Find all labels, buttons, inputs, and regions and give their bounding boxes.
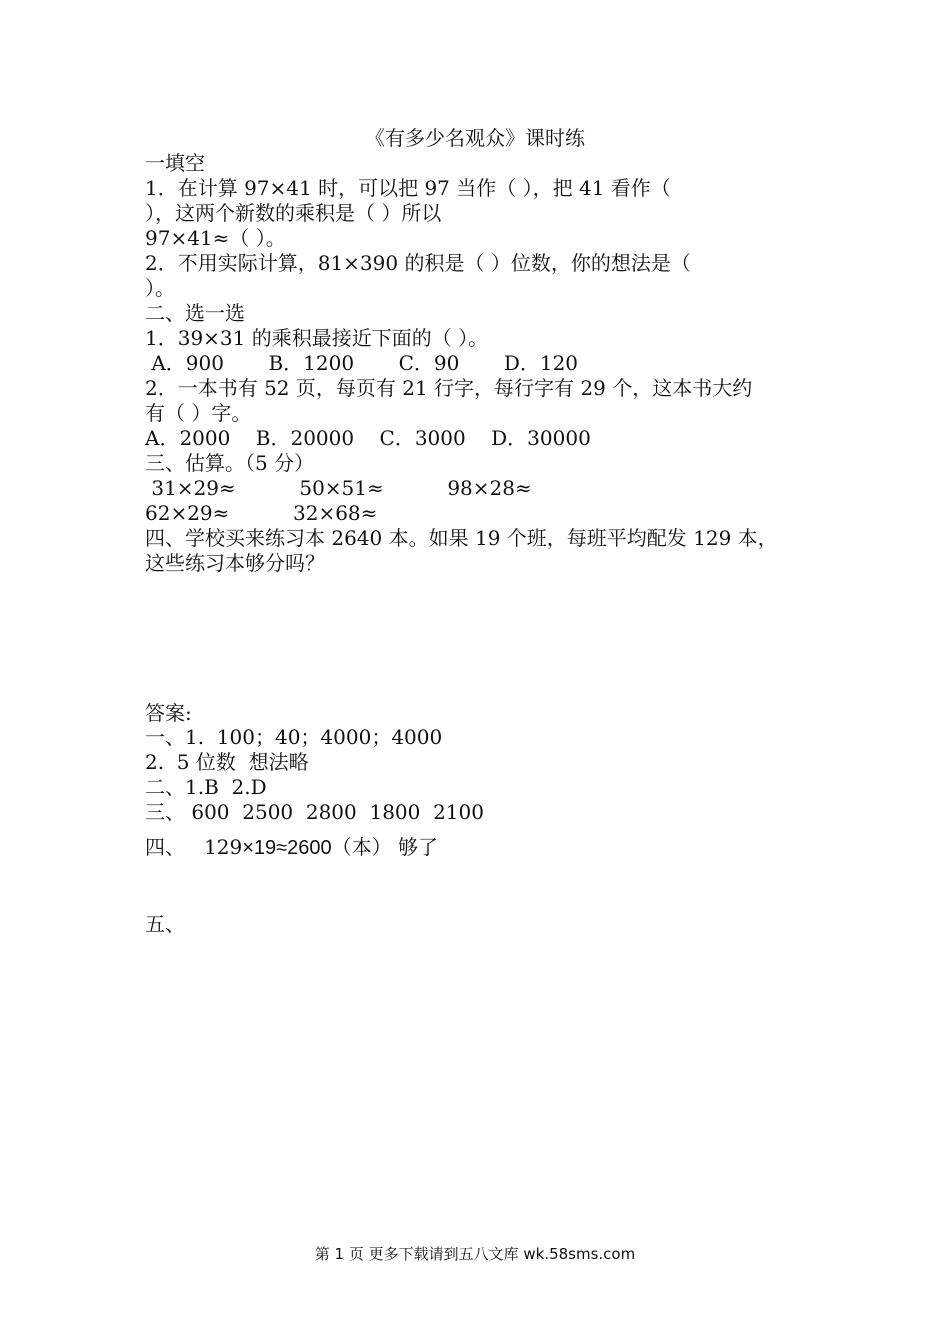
fill-q1-line1: 1．在计算 97×41 时，可以把 97 当作（ ），把 41 看作（ [145, 176, 671, 200]
word-problem-line2: 这些练习本够分吗？ [145, 551, 325, 575]
choice-q2-line1: 2．一本书有 52 页，每页有 21 行字，每行字有 29 个，这本书大约 [145, 376, 753, 400]
page-footer: 第 1 页 更多下载请到五八文库 wk.58sms.com [314, 1245, 636, 1263]
answer-line-1: 一、1. 100；40；4000；4000 [145, 725, 443, 749]
word-problem-line1: 四、学校买来练习本 2640 本。如果 19 个班，每班平均配发 129 本， [145, 526, 778, 550]
choice-q1: 1．39×31 的乘积最接近下面的（ ）。 [145, 326, 489, 350]
fill-q2-line1: 2．不用实际计算，81×390 的积是（ ）位数，你的想法是（ [145, 251, 691, 275]
section-heading-fill-blank: 一填空 [145, 151, 205, 175]
choice-q1-options: A．900 B．1200 C．90 D．120 [145, 351, 579, 375]
answer-line-6: 五、 [145, 912, 185, 936]
answers-heading: 答案: [145, 701, 192, 725]
answer-5-formula: ×19≈2600 [242, 837, 332, 859]
choice-q2-options: A．2000 B．20000 C．3000 D．30000 [145, 426, 591, 450]
answer-line-4: 三、 600 2500 2800 1800 2100 [145, 800, 484, 824]
answer-line-5 [145, 834, 438, 861]
answer-line-2: 2. 5 位数 想法略 [145, 750, 309, 774]
answer-line-3: 二、1.B 2.D [145, 775, 267, 799]
section-heading-estimate: 三、估算。（5 分） [145, 451, 315, 475]
section-heading-choice: 二、选一选 [145, 301, 245, 325]
fill-q1-line3: 97×41≈（ ）。 [145, 226, 286, 250]
fill-q1-line2: ），这两个新数的乘积是（ ）所以 [145, 201, 442, 225]
page-title: 《有多少名观众》课时练 [365, 126, 585, 150]
answer-5-suffix: （本） 够了 [331, 835, 439, 859]
estimate-row2: 62×29≈ 32×68≈ [145, 501, 378, 525]
fill-q2-line2: ）。 [145, 276, 175, 300]
answer-5-prefix: 四、 129 [145, 835, 243, 859]
choice-q2-line2: 有（ ）字。 [145, 401, 252, 425]
estimate-row1: 31×29≈ 50×51≈ 98×28≈ [145, 476, 532, 500]
